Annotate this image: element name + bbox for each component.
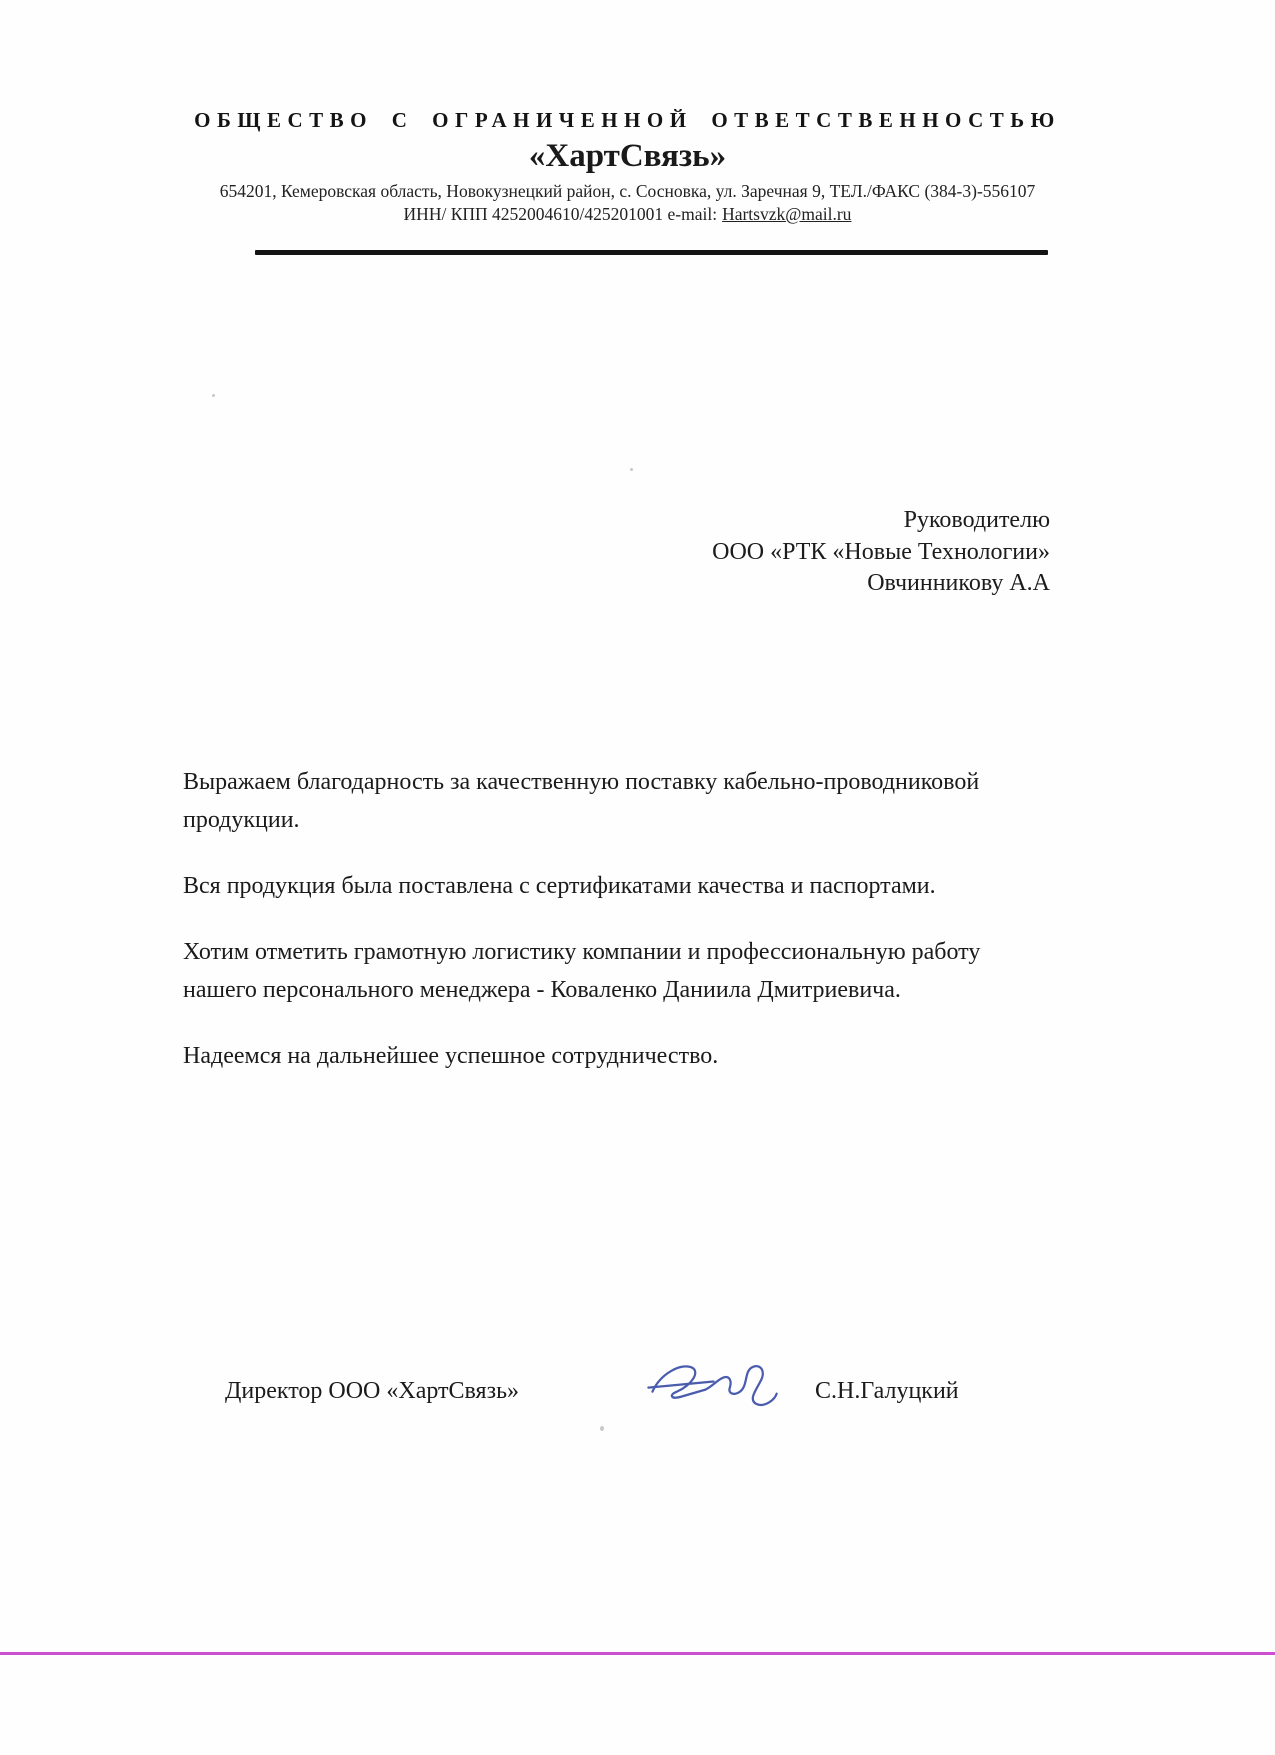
- email-link[interactable]: Hartsvzk@mail.ru: [722, 204, 852, 224]
- scan-speck: [600, 1426, 604, 1431]
- scan-speck: [212, 394, 215, 397]
- company-name: «ХартСвязь»: [528, 138, 727, 174]
- paragraph-logistics: [183, 933, 1058, 1009]
- paragraph-certificates: [183, 867, 1058, 905]
- paragraph-line: Выражаем благодарность за качественную поставку кабельно-проводниковой: [183, 769, 980, 795]
- letterhead: [0, 108, 1255, 225]
- handwritten-signature-ink: [645, 1355, 780, 1411]
- inn-kpp-line: [0, 204, 1255, 225]
- recipient-company: ООО «РТК «Новые Технологии»: [712, 538, 1050, 565]
- paragraph-gratitude: [183, 763, 1058, 839]
- letterhead-divider-rule: [255, 250, 1048, 255]
- signatory-name: С.Н.Галуцкий: [815, 1378, 959, 1404]
- inn-kpp-text: ИНН/ КПП 4252004610/425201001 e-mail:: [403, 204, 718, 224]
- recipient-person: Овчинникову А.А: [867, 570, 1050, 596]
- company-type-line: ОБЩЕСТВО С ОГРАНИЧЕННОЙ ОТВЕТСТВЕННОСТЬЮ: [194, 108, 1061, 132]
- recipient-block: [712, 505, 1050, 600]
- paragraph-line: Вся продукция была поставлена с сертификатами качества и паспортами.: [183, 873, 936, 899]
- letter-body: [183, 763, 1058, 1103]
- signatory-title: Директор ООО «ХартСвязь»: [225, 1378, 520, 1404]
- scan-speck: [630, 468, 633, 471]
- paragraph-line: Надеемся на дальнейшее успешное сотрудничество.: [183, 1043, 719, 1069]
- scan-edge-line: [0, 1652, 1275, 1655]
- paragraph-line: продукции.: [183, 807, 300, 833]
- address-line: 654201, Кемеровская область, Новокузнецкий район, с. Сосновка, ул. Заречная 9, ТЕЛ./ФАКС (384-3)-556107: [219, 181, 1036, 201]
- paragraph-cooperation: [183, 1037, 1058, 1075]
- paragraph-line: нашего персонального менеджера - Коваленко Даниила Дмитриевича.: [183, 977, 901, 1003]
- recipient-role: Руководителю: [903, 507, 1050, 533]
- paragraph-line: Хотим отметить грамотную логистику компании и профессиональную работу: [183, 939, 981, 965]
